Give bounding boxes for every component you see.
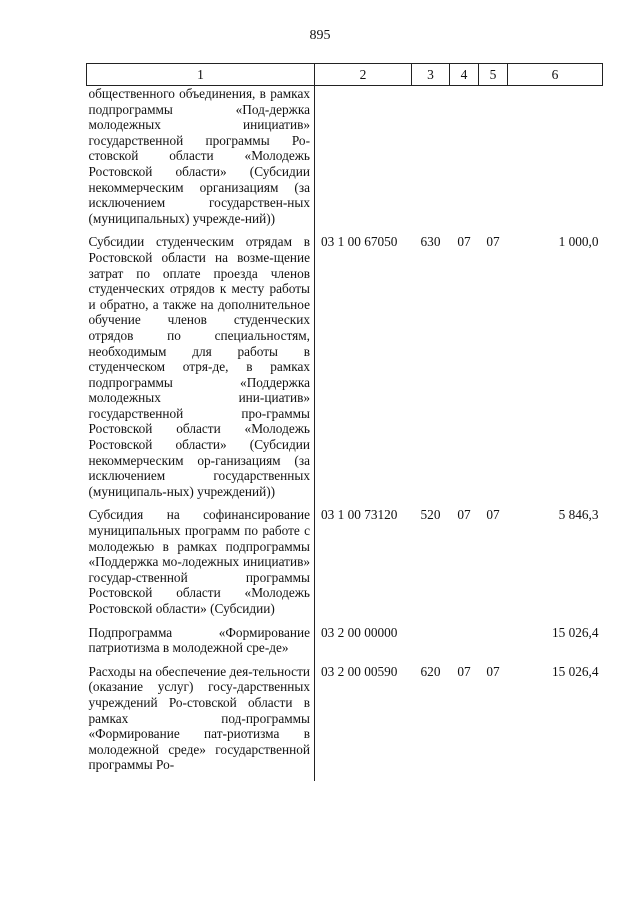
table-row — [87, 664, 603, 781]
row-amount: 5 846,3 — [558, 507, 599, 523]
row-amount: 1 000,0 — [558, 234, 599, 250]
header-col-2: 2 — [315, 64, 412, 86]
row-vr: 630 — [420, 234, 441, 250]
row-vr — [412, 86, 450, 235]
row-vr: 520 — [420, 507, 441, 523]
row-subsection — [479, 625, 508, 664]
header-col-1: 1 — [87, 64, 315, 86]
header-col-5: 5 — [479, 64, 508, 86]
row-name: общественного объединения, в рамках подпрограммы «Под-держка молодежных инициатив» государственной программы Ро-стовской области «Молодежь Ростовской области» (Субсидии некоммерческим организациям (за исключением государствен-ных (муниципальных) учрежде-ний)) — [87, 86, 315, 235]
row-name: Субсидии студенческим отрядам в Ростовской области на возме-щение затрат по оплате проезда членов студенческих отрядов к месту работы и обратно, а также на дополнительное обучение членов студенческих отрядов по специальностям, необходимым для работы в студенческом отря-де, в рамках подпрограммы «Поддержка молодежных ини-циатив» государственной про-граммы Ростовской области «Молодежь Ростовской области» (Субсидии некоммерческим ор-ганизациям (за исключением государственных (муниципаль-ных) учреждений)) — [87, 234, 315, 507]
row-name: Субсидия на софинансирование муниципальных программ по работе с молодежью в рамках подпрограммы «Поддержка мо-лодежных инициатив» государ-ственной программы Ростовской области «Молодежь Ростовской области» (Субсидии) — [87, 507, 315, 624]
row-code: 03 1 00 73120 — [321, 507, 398, 523]
row-section — [450, 625, 479, 664]
row-amount: 15 026,4 — [551, 663, 599, 679]
row-vr — [412, 625, 450, 664]
table-row — [87, 507, 603, 624]
row-vr: 620 — [420, 663, 441, 679]
table-row — [87, 86, 603, 235]
table-row — [87, 234, 603, 507]
row-name: Расходы на обеспечение дея-тельности (оказание услуг) госу-дарственных учреждений Ро-стовской области в рамках под-программы «Формирование пат-риотизма в молодежной среде» государственной программы Ро- — [87, 664, 315, 781]
row-code: 03 2 00 00590 — [321, 663, 398, 679]
row-code — [315, 86, 412, 235]
row-code: 03 1 00 67050 — [321, 234, 398, 250]
row-amount — [508, 86, 603, 235]
row-code: 03 2 00 00000 — [321, 624, 398, 640]
row-subsection — [479, 86, 508, 235]
row-section: 07 — [457, 234, 471, 250]
page-number: 895 — [309, 28, 331, 43]
header-col-6: 6 — [508, 64, 603, 86]
row-subsection: 07 — [486, 507, 500, 523]
row-section — [450, 86, 479, 235]
row-subsection: 07 — [486, 663, 500, 679]
budget-table — [86, 63, 603, 781]
row-subsection: 07 — [486, 234, 500, 250]
table-header — [87, 64, 603, 86]
row-section: 07 — [457, 507, 471, 523]
table-row — [87, 625, 603, 664]
header-col-3: 3 — [412, 64, 450, 86]
row-amount: 15 026,4 — [551, 624, 599, 640]
row-name: Подпрограмма «Формирование патриотизма в молодежной сре-де» — [87, 625, 315, 664]
row-section: 07 — [457, 663, 471, 679]
header-col-4: 4 — [450, 64, 479, 86]
